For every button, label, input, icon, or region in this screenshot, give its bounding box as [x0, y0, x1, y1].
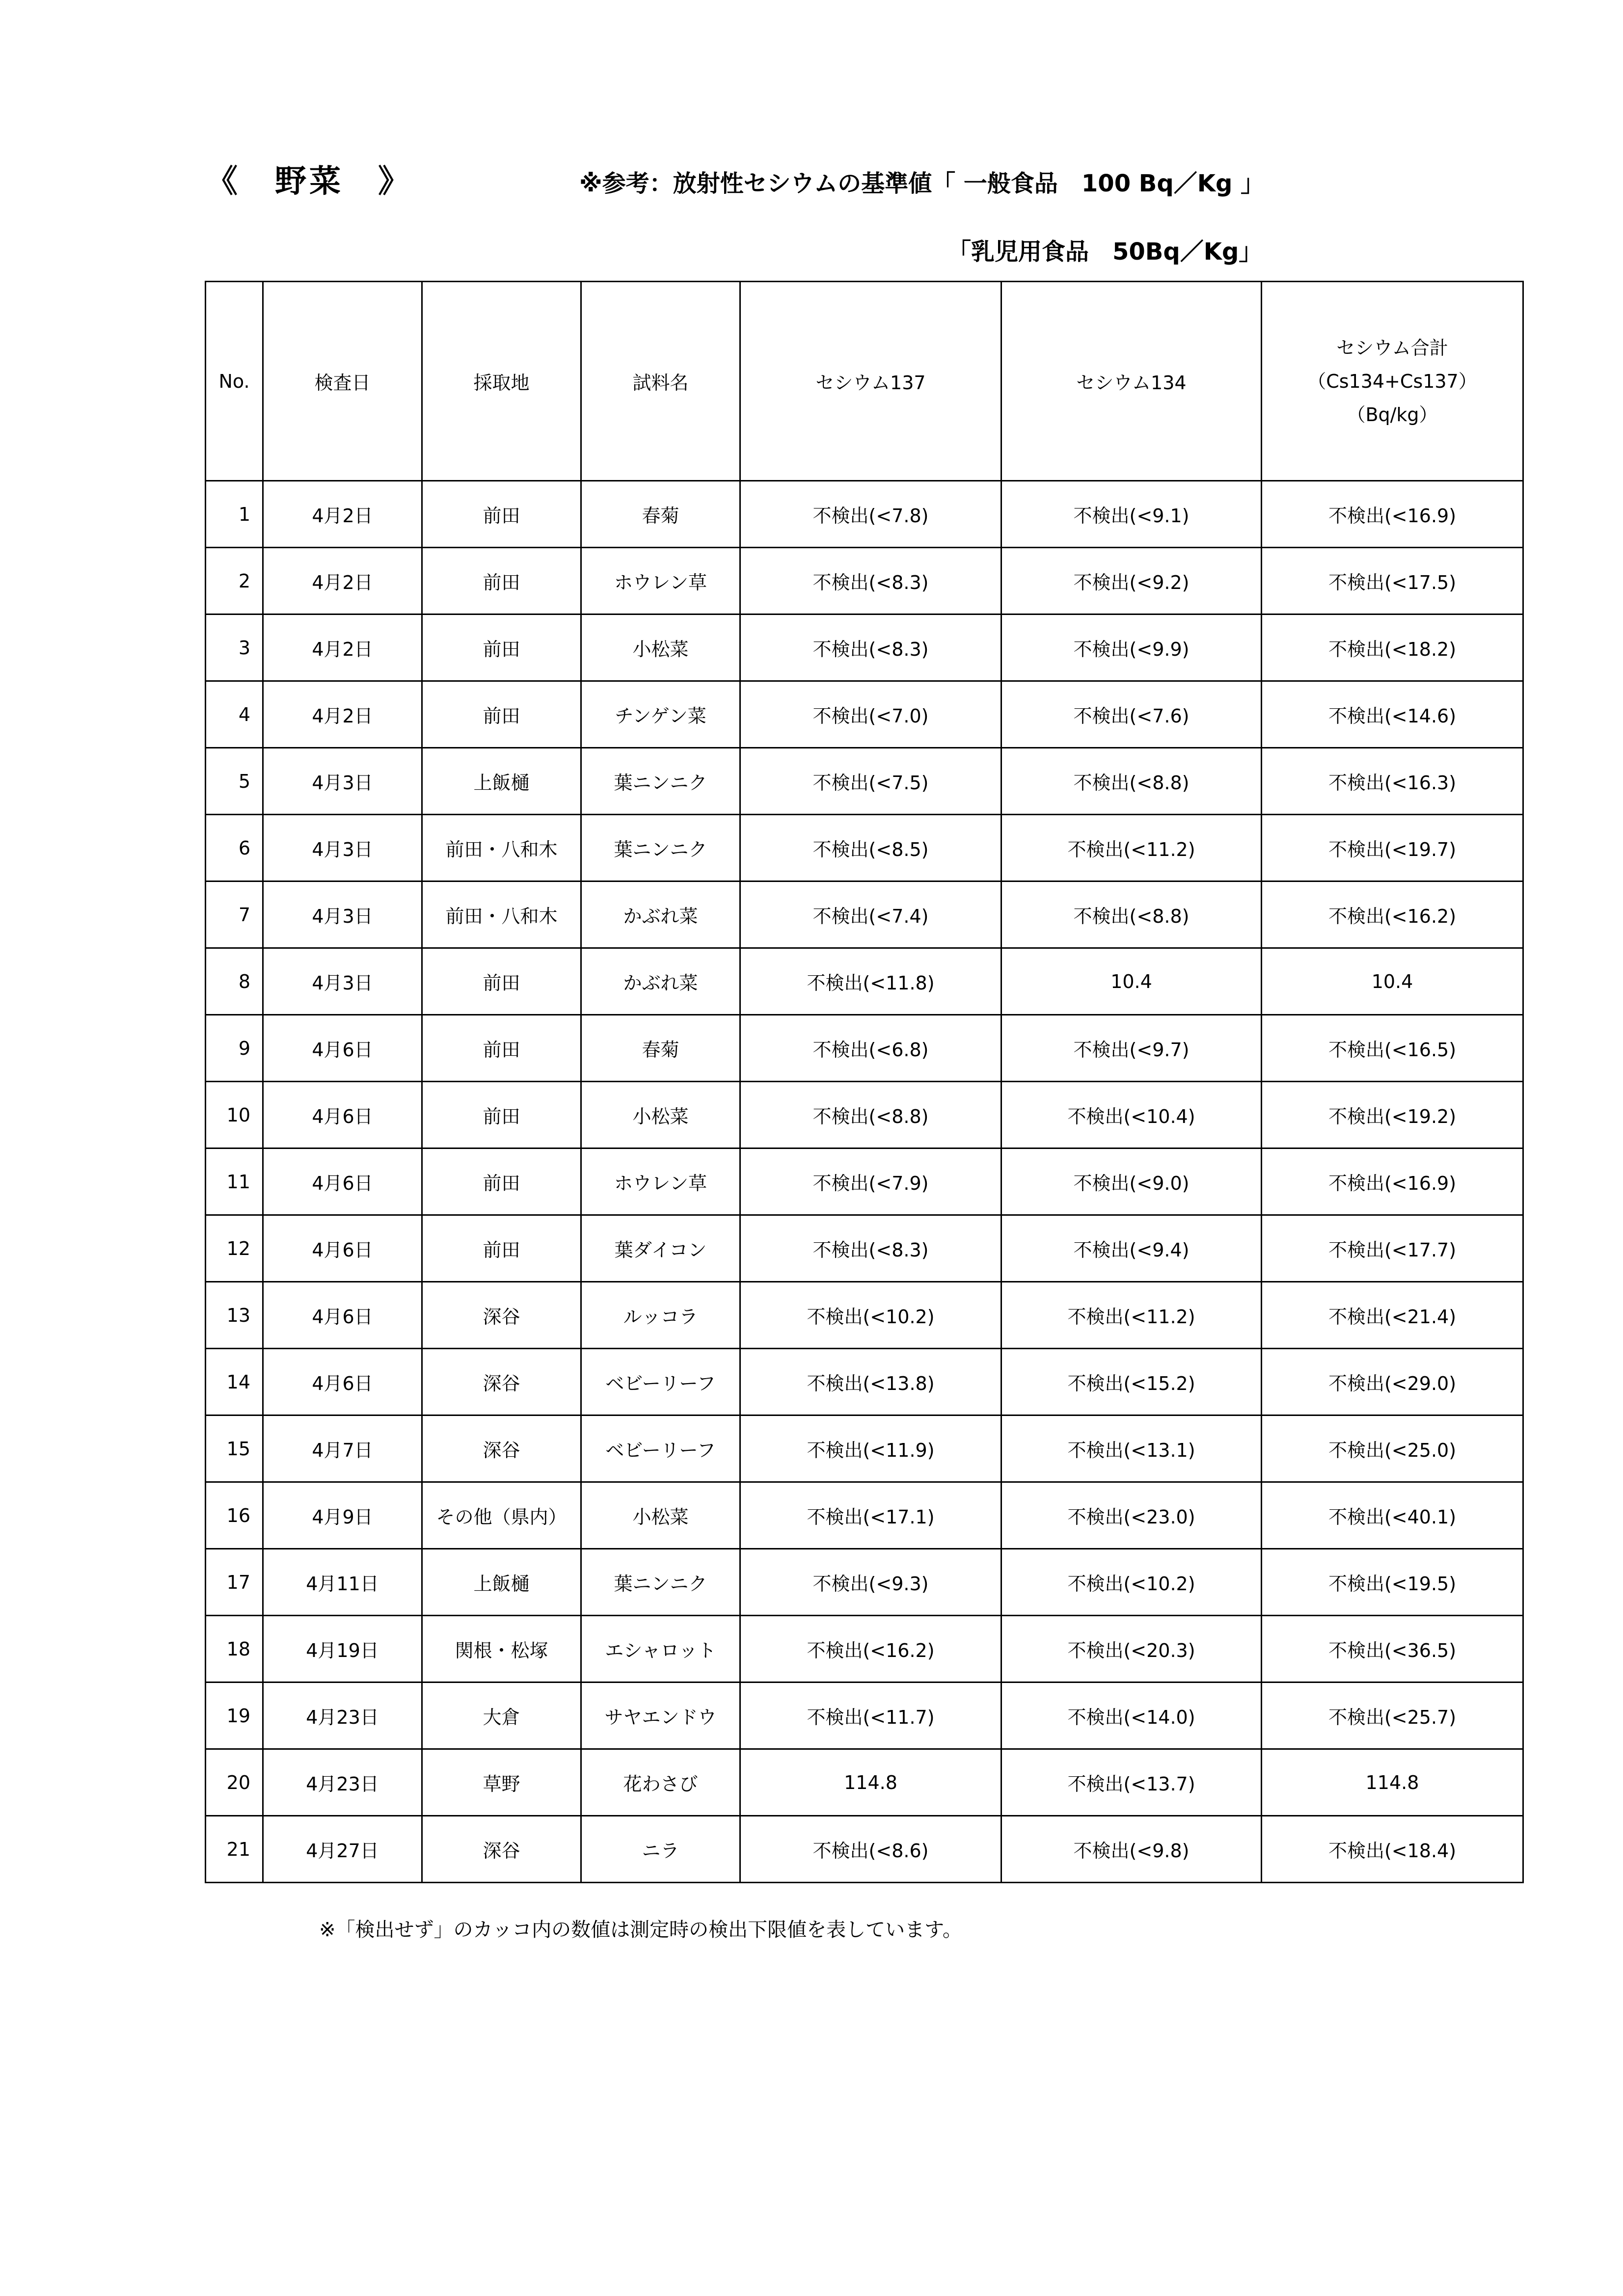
- cell-cs134: 不検出(<13.7): [1001, 1749, 1262, 1816]
- cell-total: 不検出(<16.2): [1262, 881, 1523, 948]
- cell-total: 不検出(<19.2): [1262, 1082, 1523, 1148]
- cell-total: 不検出(<14.6): [1262, 681, 1523, 748]
- cell-sample: 葉ニンニク: [581, 815, 740, 881]
- cell-no: 16: [206, 1482, 263, 1549]
- cell-cs137: 不検出(<6.8): [740, 1015, 1001, 1082]
- footnote: ※「検出せず」のカッコ内の数値は測定時の検出下限値を表しています。: [319, 1919, 962, 1941]
- cell-cs134: 不検出(<7.6): [1001, 681, 1262, 748]
- cell-place: その他（県内）: [422, 1482, 581, 1549]
- cell-cs137: 不検出(<8.3): [740, 548, 1001, 614]
- cell-cs134: 不検出(<9.2): [1001, 548, 1262, 614]
- table-row: [206, 1082, 1523, 1148]
- cell-cs137: 不検出(<7.0): [740, 681, 1001, 748]
- cell-sample: ホウレン草: [581, 548, 740, 614]
- cell-total: 不検出(<19.7): [1262, 815, 1523, 881]
- cell-total: 不検出(<19.5): [1262, 1549, 1523, 1616]
- cell-cs134: 不検出(<14.0): [1001, 1682, 1262, 1749]
- page-title: 《 野菜 》: [206, 163, 412, 200]
- cell-cs137: 不検出(<9.3): [740, 1549, 1001, 1616]
- cell-place: 深谷: [422, 1816, 581, 1883]
- cell-date: 4月7日: [263, 1415, 422, 1482]
- cell-no: 19: [206, 1682, 263, 1749]
- cell-sample: 葉ニンニク: [581, 748, 740, 815]
- cell-sample: エシャロット: [581, 1616, 740, 1682]
- cell-place: 前田・八和木: [422, 815, 581, 881]
- cell-cs137: 不検出(<10.2): [740, 1282, 1001, 1349]
- cell-sample: 葉ニンニク: [581, 1549, 740, 1616]
- cell-sample: かぶれ菜: [581, 948, 740, 1015]
- cell-no: 5: [206, 748, 263, 815]
- cell-place: 前田: [422, 681, 581, 748]
- cell-place: 関根・松塚: [422, 1616, 581, 1682]
- cell-sample: 春菊: [581, 481, 740, 548]
- cell-date: 4月6日: [263, 1148, 422, 1215]
- reference-standard-infant: 「乳児用食品 50Bq／Kg」: [947, 238, 1263, 266]
- cell-sample: ベビーリーフ: [581, 1415, 740, 1482]
- reference-standard-general: ※参考：放射性セシウムの基準値「 一般食品 100 Bq／Kg 」: [579, 170, 1265, 197]
- cell-cs134: 不検出(<23.0): [1001, 1482, 1262, 1549]
- cell-no: 2: [206, 548, 263, 614]
- cell-no: 6: [206, 815, 263, 881]
- cell-sample: 小松菜: [581, 614, 740, 681]
- cell-cs134: 不検出(<10.4): [1001, 1082, 1262, 1148]
- col-header-total-line1: セシウム合計: [1336, 337, 1448, 359]
- table-body: [206, 481, 1523, 1883]
- table-row: [206, 1549, 1523, 1616]
- table-row: [206, 1349, 1523, 1415]
- table-row: [206, 1749, 1523, 1816]
- cell-place: 上飯樋: [422, 748, 581, 815]
- cell-place: 前田: [422, 1148, 581, 1215]
- cell-cs134: 不検出(<9.9): [1001, 614, 1262, 681]
- cell-cs134: 不検出(<10.2): [1001, 1549, 1262, 1616]
- table-row: [206, 1482, 1523, 1549]
- cell-cs137: 不検出(<11.8): [740, 948, 1001, 1015]
- cell-date: 4月6日: [263, 1015, 422, 1082]
- cell-sample: かぶれ菜: [581, 881, 740, 948]
- cell-place: 大倉: [422, 1682, 581, 1749]
- cell-place: 深谷: [422, 1415, 581, 1482]
- cell-cs137: 不検出(<16.2): [740, 1616, 1001, 1682]
- cell-cs134: 不検出(<20.3): [1001, 1616, 1262, 1682]
- cell-total: 不検出(<16.3): [1262, 748, 1523, 815]
- table-row: [206, 548, 1523, 614]
- cell-date: 4月3日: [263, 748, 422, 815]
- cell-place: 前田: [422, 1015, 581, 1082]
- cell-no: 18: [206, 1616, 263, 1682]
- table-row: [206, 948, 1523, 1015]
- cell-no: 7: [206, 881, 263, 948]
- cell-cs137: 不検出(<8.5): [740, 815, 1001, 881]
- table-row: [206, 1415, 1523, 1482]
- cell-total: 不検出(<16.9): [1262, 481, 1523, 548]
- results-table: [205, 281, 1524, 1883]
- cell-no: 14: [206, 1349, 263, 1415]
- table-row: [206, 1282, 1523, 1349]
- col-header-total-line2: （Cs134+Cs137）: [1307, 370, 1477, 392]
- cell-place: 上飯樋: [422, 1549, 581, 1616]
- cell-total: 不検出(<18.2): [1262, 614, 1523, 681]
- cell-cs137: 不検出(<7.4): [740, 881, 1001, 948]
- cell-total: 不検出(<25.0): [1262, 1415, 1523, 1482]
- cell-cs137: 不検出(<8.6): [740, 1816, 1001, 1883]
- cell-place: 前田: [422, 948, 581, 1015]
- cell-date: 4月9日: [263, 1482, 422, 1549]
- cell-no: 8: [206, 948, 263, 1015]
- table-row: [206, 1816, 1523, 1883]
- cell-date: 4月6日: [263, 1082, 422, 1148]
- cell-total: 不検出(<16.9): [1262, 1148, 1523, 1215]
- cell-sample: ルッコラ: [581, 1282, 740, 1349]
- table-row: [206, 681, 1523, 748]
- col-header-cs134: セシウム134: [1001, 282, 1262, 481]
- col-header-total-line3: （Bq/kg）: [1347, 403, 1438, 426]
- cell-total: 不検出(<21.4): [1262, 1282, 1523, 1349]
- table-row: [206, 481, 1523, 548]
- cell-sample: 花わさび: [581, 1749, 740, 1816]
- table-row: [206, 815, 1523, 881]
- table-row: [206, 1148, 1523, 1215]
- cell-cs137: 不検出(<11.9): [740, 1415, 1001, 1482]
- cell-place: 草野: [422, 1749, 581, 1816]
- cell-total: 114.8: [1262, 1749, 1523, 1816]
- cell-cs134: 不検出(<8.8): [1001, 881, 1262, 948]
- cell-cs137: 不検出(<13.8): [740, 1349, 1001, 1415]
- cell-date: 4月19日: [263, 1616, 422, 1682]
- cell-total: 不検出(<16.5): [1262, 1015, 1523, 1082]
- cell-sample: サヤエンドウ: [581, 1682, 740, 1749]
- cell-cs134: 10.4: [1001, 948, 1262, 1015]
- cell-cs134: 不検出(<9.4): [1001, 1215, 1262, 1282]
- table-row: [206, 614, 1523, 681]
- cell-date: 4月2日: [263, 681, 422, 748]
- cell-cs137: 不検出(<8.8): [740, 1082, 1001, 1148]
- cell-no: 15: [206, 1415, 263, 1482]
- cell-total: 不検出(<17.7): [1262, 1215, 1523, 1282]
- table-row: [206, 1215, 1523, 1282]
- cell-date: 4月2日: [263, 548, 422, 614]
- cell-cs134: 不検出(<13.1): [1001, 1415, 1262, 1482]
- cell-place: 前田・八和木: [422, 881, 581, 948]
- cell-date: 4月6日: [263, 1215, 422, 1282]
- col-header-place: 採取地: [422, 282, 581, 481]
- cell-total: 不検出(<17.5): [1262, 548, 1523, 614]
- col-header-date: 検査日: [263, 282, 422, 481]
- cell-no: 3: [206, 614, 263, 681]
- table-header-row: [206, 282, 1523, 481]
- cell-date: 4月11日: [263, 1549, 422, 1616]
- cell-cs137: 不検出(<7.8): [740, 481, 1001, 548]
- cell-total: 不検出(<40.1): [1262, 1482, 1523, 1549]
- cell-cs137: 不検出(<8.3): [740, 1215, 1001, 1282]
- cell-sample: 葉ダイコン: [581, 1215, 740, 1282]
- cell-cs134: 不検出(<9.1): [1001, 481, 1262, 548]
- cell-no: 12: [206, 1215, 263, 1282]
- cell-total: 不検出(<29.0): [1262, 1349, 1523, 1415]
- table-row: [206, 748, 1523, 815]
- cell-cs134: 不検出(<11.2): [1001, 815, 1262, 881]
- cell-cs137: 114.8: [740, 1749, 1001, 1816]
- col-header-total: [1262, 282, 1523, 481]
- cell-cs137: 不検出(<7.5): [740, 748, 1001, 815]
- cell-date: 4月27日: [263, 1816, 422, 1883]
- cell-cs134: 不検出(<9.0): [1001, 1148, 1262, 1215]
- cell-date: 4月3日: [263, 881, 422, 948]
- col-header-no: No.: [206, 282, 263, 481]
- cell-total: 不検出(<18.4): [1262, 1816, 1523, 1883]
- cell-date: 4月23日: [263, 1682, 422, 1749]
- cell-sample: ニラ: [581, 1816, 740, 1883]
- cell-cs137: 不検出(<17.1): [740, 1482, 1001, 1549]
- cell-cs134: 不検出(<11.2): [1001, 1282, 1262, 1349]
- cell-date: 4月3日: [263, 815, 422, 881]
- cell-date: 4月6日: [263, 1349, 422, 1415]
- cell-place: 前田: [422, 1215, 581, 1282]
- cell-no: 20: [206, 1749, 263, 1816]
- cell-sample: チンゲン菜: [581, 681, 740, 748]
- cell-cs134: 不検出(<9.7): [1001, 1015, 1262, 1082]
- cell-sample: 小松菜: [581, 1082, 740, 1148]
- cell-sample: 春菊: [581, 1015, 740, 1082]
- cell-place: 前田: [422, 614, 581, 681]
- cell-no: 1: [206, 481, 263, 548]
- cell-total: 不検出(<25.7): [1262, 1682, 1523, 1749]
- cell-date: 4月2日: [263, 614, 422, 681]
- cell-total: 10.4: [1262, 948, 1523, 1015]
- cell-place: 深谷: [422, 1282, 581, 1349]
- cell-place: 前田: [422, 1082, 581, 1148]
- cell-sample: ホウレン草: [581, 1148, 740, 1215]
- col-header-cs137: セシウム137: [740, 282, 1001, 481]
- cell-sample: ベビーリーフ: [581, 1349, 740, 1415]
- cell-cs137: 不検出(<8.3): [740, 614, 1001, 681]
- table-row: [206, 1015, 1523, 1082]
- col-header-sample: 試料名: [581, 282, 740, 481]
- cell-place: 前田: [422, 548, 581, 614]
- cell-total: 不検出(<36.5): [1262, 1616, 1523, 1682]
- cell-no: 13: [206, 1282, 263, 1349]
- cell-date: 4月3日: [263, 948, 422, 1015]
- table-row: [206, 1682, 1523, 1749]
- cell-date: 4月2日: [263, 481, 422, 548]
- cell-cs134: 不検出(<15.2): [1001, 1349, 1262, 1415]
- cell-no: 9: [206, 1015, 263, 1082]
- cell-place: 前田: [422, 481, 581, 548]
- cell-no: 11: [206, 1148, 263, 1215]
- cell-no: 17: [206, 1549, 263, 1616]
- cell-no: 10: [206, 1082, 263, 1148]
- table-row: [206, 881, 1523, 948]
- cell-cs137: 不検出(<11.7): [740, 1682, 1001, 1749]
- cell-no: 4: [206, 681, 263, 748]
- cell-cs137: 不検出(<7.9): [740, 1148, 1001, 1215]
- cell-place: 深谷: [422, 1349, 581, 1415]
- cell-cs134: 不検出(<8.8): [1001, 748, 1262, 815]
- cell-sample: 小松菜: [581, 1482, 740, 1549]
- cell-no: 21: [206, 1816, 263, 1883]
- cell-date: 4月23日: [263, 1749, 422, 1816]
- cell-date: 4月6日: [263, 1282, 422, 1349]
- cell-cs134: 不検出(<9.8): [1001, 1816, 1262, 1883]
- table-row: [206, 1616, 1523, 1682]
